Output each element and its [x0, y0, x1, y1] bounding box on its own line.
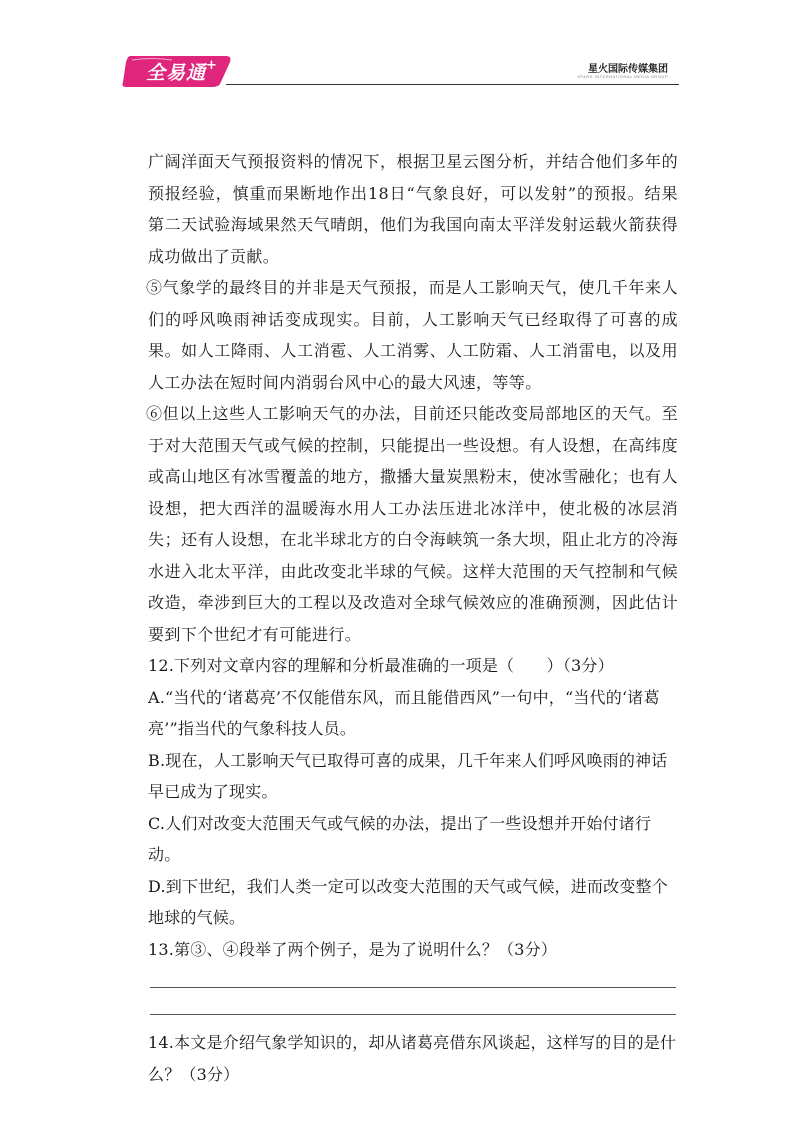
question-14: 14.本文是介绍气象学知识的，却从诸葛亮借东风谈起，这样写的目的是什么？（3分） [148, 1033, 677, 1084]
passage-intro: 广阔洋面天气预报资料的情况下，根据卫星云图分析，并结合他们多年的预报经验，慎重而果断地作出18日“气象良好，可以发射”的预报。结果第二天试验海域果然天气晴朗，他们为我国向南太平洋发射运载火箭获得成功做出了贡献。 [148, 152, 678, 266]
publisher-subtitle: SPARK INTERNATIONAL MEDIA GROUP [577, 74, 668, 79]
logo-text [146, 58, 218, 85]
passage-paragraph-6: ⑥但以上这些人工影响天气的办法，目前还只能改变局部地区的天气。至于对大范围天气或气候的控制，只能提出一些设想。有人设想，在高纬度或高山地区有冰雪覆盖的地方，撒播大量炭黑粉末，使冰雪融化；也有人设想，把大西洋的温暖海水用人工办法压进北冰洋中，使北极的冰层消失；还有人设想，在北半球北方的白令海峡筑一条大坝，阻止北方的冷海水进入北太平洋，由此改变北半球的气候。这样大范围的天气控制和气候改造，牵涉到巨大的工程以及改造对全球气候效应的准确预测，因此估计要到下个世纪才有可能进行。 [146, 404, 678, 644]
question-13: 13.第③、④段举了两个例子，是为了说明什么？（3分） [148, 939, 558, 959]
logo-plus: + [206, 58, 218, 73]
page-body [148, 146, 678, 1090]
question-12: 12.下列对文章内容的理解和分析最准确的一项是（ ）（3分） [148, 656, 614, 675]
page-header [0, 0, 800, 100]
question-12-option-d: D.到下世纪，我们人类一定可以改变大范围的天气或气候，进而改变整个地球的气候。 [148, 876, 668, 927]
header-divider [226, 84, 679, 85]
passage-paragraph-5: ⑤气象学的最终目的并非是天气预报，而是人工影响天气，使几千年来人们的呼风唤雨神话变成现实。目前，人工影响天气已经取得了可喜的成果。如人工降雨、人工消雹、人工消雾、人工防霜、人工消雷电，以及用人工办法在短时间内消弱台风中心的最大风速，等等。 [146, 278, 678, 392]
question-12-option-c: C.人们对改变大范围天气或气候的办法，提出了一些设想并开始付诸行动。 [148, 813, 652, 864]
question-12-option-a: A.“当代的‘诸葛亮’不仅能借东风，而且能借西风”一句中，“当代的‘诸葛亮’”指当代的气象科技人员。 [148, 687, 660, 738]
publisher-name: 星火国际传媒集团 [588, 64, 668, 75]
logo-label: 全易通 [146, 62, 207, 84]
question-12-option-b: B.现在，人工影响天气已取得可喜的成果，几千年来人们呼风唤雨的神话早已成为了现实。 [148, 750, 668, 801]
